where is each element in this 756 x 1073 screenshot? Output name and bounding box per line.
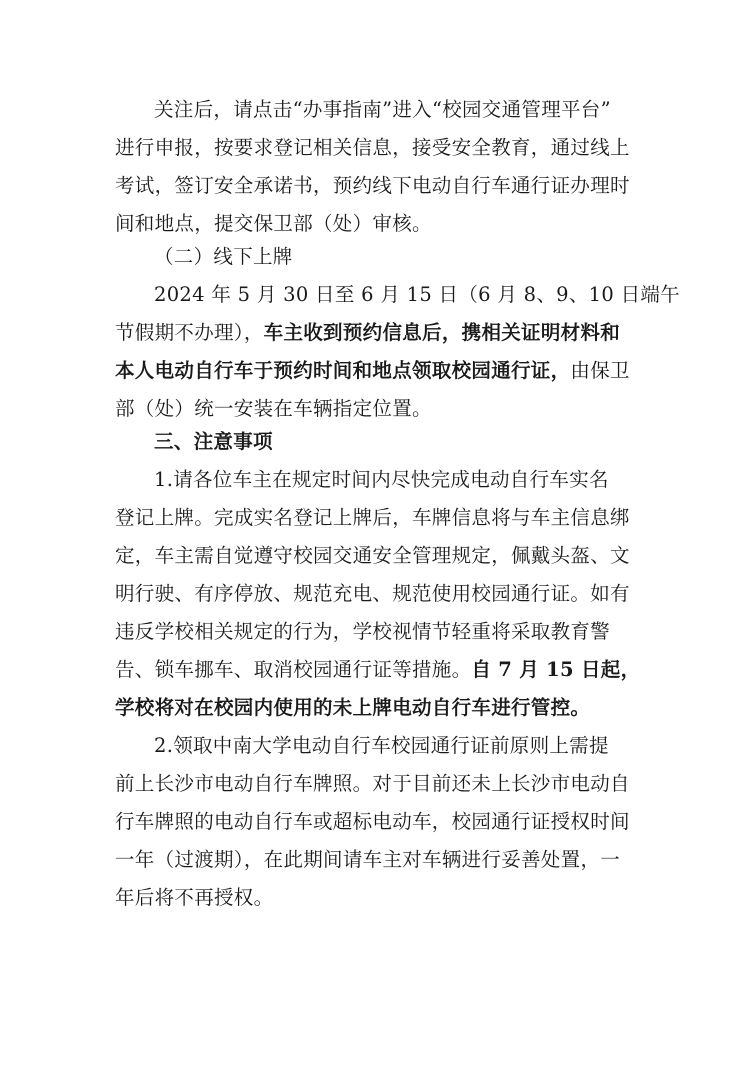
text-line: 前上长沙市电动自行车牌照。对于目前还未上长沙市电动自 (115, 772, 630, 795)
bold-text-run: 车主收到预约信息后，携相关证明材料和 (263, 321, 621, 344)
text-line (115, 657, 640, 683)
text-line: 关注后，请点击“办事指南”进入“校园交通管理平台” (154, 98, 611, 121)
text-run: 由保卫 (570, 359, 630, 382)
text-line: 考试，签订安全承诺书，预约线下电动自行车通行证办理时 (115, 174, 630, 197)
text-run: 节假期不办理）， (115, 321, 264, 344)
text-line: 学校将对在校园内使用的未上牌电动自行车进行管控。 (115, 696, 591, 719)
bold-text-run: 本人电动自行车于预约时间和地点领取校园通行证， (115, 359, 571, 382)
text-line: 部（处）统一安装在车辆指定位置。 (115, 397, 432, 420)
text-line: 间和地点，提交保卫部（处）审核。 (115, 212, 432, 235)
text-line: 行车牌照的电动自行车或超标电动车，校园通行证授权时间 (115, 810, 630, 833)
text-line: 年后将不再授权。 (115, 886, 274, 909)
text-line: 一年（过渡期），在此期间请车主对车辆进行妥善处置，一 (115, 848, 621, 871)
text-line: 明行驶、有序停放、规范充电、规范使用校园通行证。如有 (115, 582, 630, 605)
text-line: 登记上牌。完成实名登记上牌后，车牌信息将与车主信息绑 (115, 506, 630, 529)
bold-text-run: 自 7 月 15 日起， (471, 658, 641, 681)
text-line: 2.领取中南大学电动自行车校园通行证前原则上需提 (154, 734, 609, 757)
text-run: 告、锁车挪车、取消校园通行证等措施。 (115, 658, 472, 681)
text-line (115, 358, 630, 384)
text-line: 1.请各位车主在规定时间内尽快完成电动自行车实名 (154, 468, 609, 491)
text-line: 进行申报，按要求登记相关信息，接受安全教育，通过线上 (115, 136, 630, 159)
section-heading: （二）线下上牌 (154, 245, 293, 268)
text-line: 定，车主需自觉遵守校园交通安全管理规定，佩戴头盔、文 (115, 544, 630, 567)
section-heading: 三、注意事项 (154, 430, 273, 453)
text-line: 违反学校相关规定的行为，学校视情节轻重将采取教育警 (115, 620, 611, 643)
text-line (115, 320, 620, 346)
text-line: 2024 年 5 月 30 日至 6 月 15 日（6 月 8、9、10 日端午 (154, 283, 680, 306)
